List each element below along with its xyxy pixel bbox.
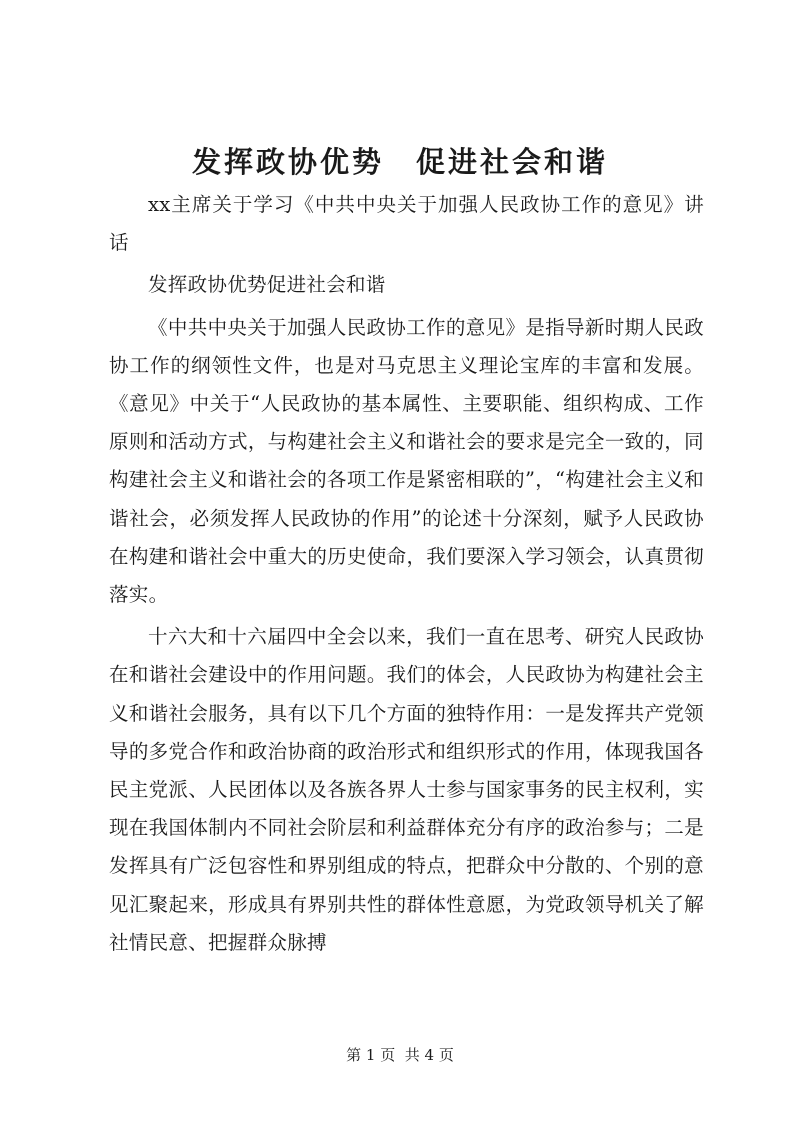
body-paragraph: 十六大和十六届四中全会以来，我们一直在思考、研究人民政协在和谐社会建设中的作用问题。我们的体会，人民政协为构建社会主义和谐社会服务，具有以下几个方面的独特作用：一是发挥共产党领导的多党合作和政治协商的政治形式和组织形式的作用，体现我国各民主党派、人民团体以及各族各界人士参与国家事务的民主权利，实现在我国体制内不同社会阶层和利益群体充分有序的政治参与；二是发挥具有广泛包容性和界别组成的特点，把群众中分散的、个别的意见汇聚起来，形成具有界别共性的群体性意愿，为党政领导机关了解社情民意、把握群众脉搏 — [109, 625, 704, 954]
body-paragraph: 《中共中央关于加强人民政协工作的意见》是指导新时期人民政协工作的纲领性文件，也是对马克思主义理论宝库的丰富和发展。《意见》中关于“人民政协的基本属性、主要职能、组织构成、工作原则和活动方式，与构建社会主义和谐社会的要求是完全一致的，同构建社会主义和谐社会的各项工作是紧密相联的”，“构建社会主义和谐社会，必须发挥人民政协的作用”的论述十分深刻，赋予人民政协在构建和谐社会中重大的历史使命，我们要深入学习领会，认真贯彻落实。 — [109, 315, 704, 607]
document-title: 发挥政协优势 促进社会和谐 — [191, 145, 608, 179]
document-body — [109, 186, 704, 962]
section-heading: 发挥政协优势促进社会和谐 — [148, 273, 386, 297]
page-number-footer: 第 1 页 共 4 页 — [346, 1046, 454, 1064]
speech-subtitle: xx主席关于学习《中共中央关于加强人民政协工作的意见》讲话 — [109, 193, 704, 255]
